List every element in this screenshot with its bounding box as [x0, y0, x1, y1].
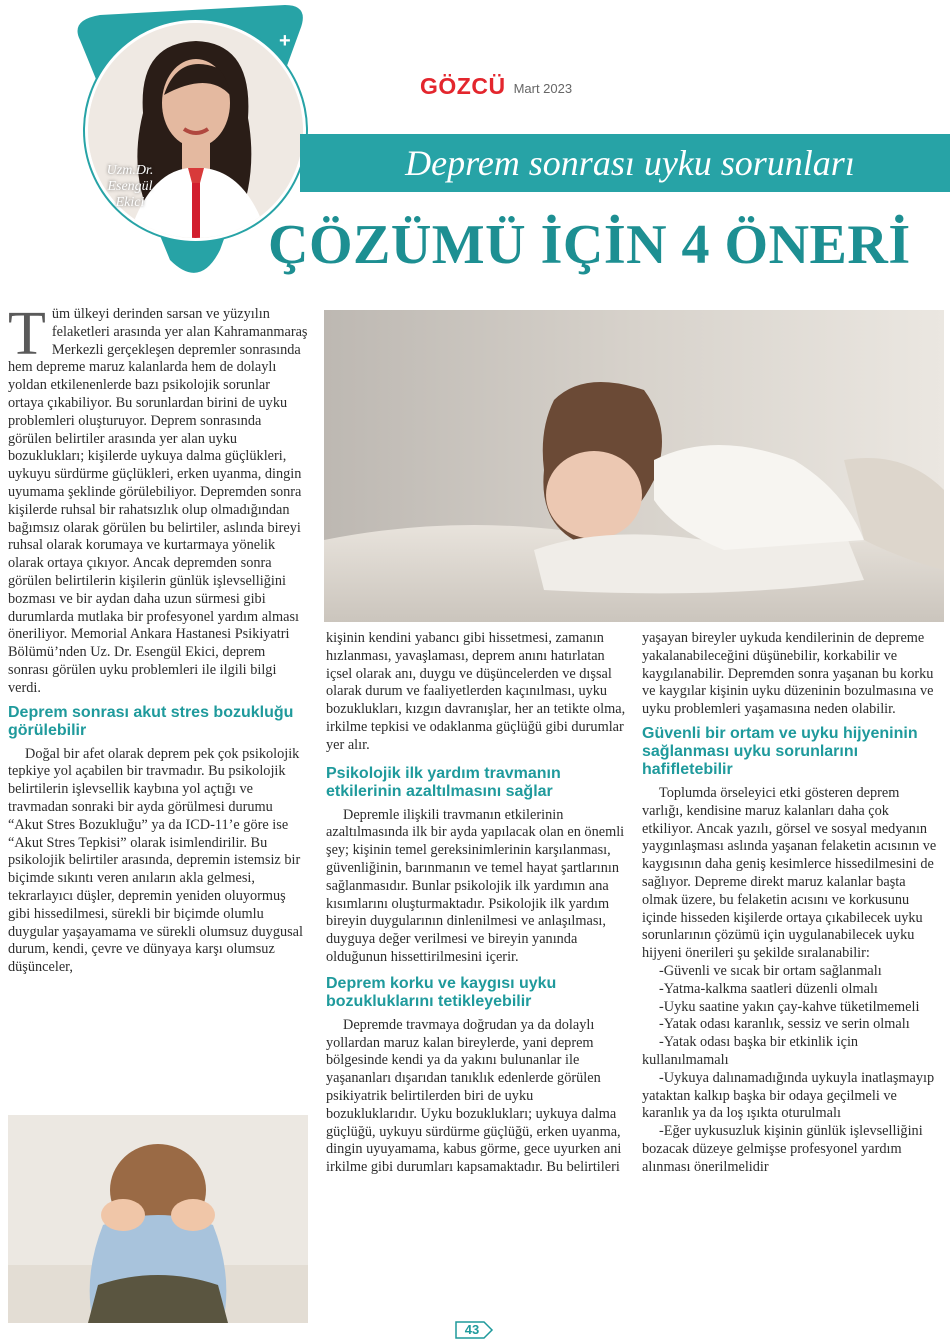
- tip-item: -Yatma-kalkma saatleri düzenli olmalı: [659, 980, 878, 997]
- section-heading-1: Deprem sonrası akut stres bozukluğu görülebilir: [8, 703, 294, 739]
- sad-child-photo: [8, 1115, 308, 1323]
- section-paragraph-4: Toplumda örseleyici etki gösteren deprem varlığı, kendisine maruz kalanları daha çok etkiliyor. Ancak yazılı, görsel ve sosyal medyanın yaygınlaşması aslında yaşanan felaketin acısının ve kaygısının daha geniş kesimlerce hissedilmesini de sağlıyor. Depreme direkt maruz kalanlar başta olmak üzere, bu felaketin acısını ve korkusunu içinde hisseden kişilerde ortaya çıkabilecek uyku sorunlarının çözümü için uygulanabilecek uyku hijyeni önerileri şu şekilde sıralanabilir:: [642, 784, 937, 962]
- article-title: ÇÖZÜMÜ İÇİN 4 ÖNERİ: [268, 214, 911, 276]
- author-lastname: Ekici: [115, 195, 145, 210]
- article-column-1: [8, 300, 308, 977]
- tip-item: -Uyku saatine yakın çay-kahve tüketilmemeli: [659, 998, 920, 1015]
- author-firstname: Esengül: [107, 179, 153, 194]
- sleeping-woman-photo: [324, 310, 944, 622]
- section-heading-2: Psikolojik ilk yardım travmanın etkilerinin azaltılmasını sağlar: [326, 764, 561, 800]
- article-column-3: [642, 630, 942, 1177]
- section-paragraph-3: Depremde travmaya doğrudan ya da dolaylı yollardan maruz kalan bireylerde, yani deprem bölgesinde kendi ya da yakını bulunanlar ile yaşananları dışarıdan tanıklık edenlerde görülen psikiyatrik belirtilerden biri de uyku bozukluklarıdır. Uyku bozuklukları; uykuya dalma güçlüğü, uykuyu sürdürme güçlüğü, erken uyanma, dingin uyuyamama, kabus görme, gece uyurken ani irkilme gibi durumları kapsamaktadır. Bu belirtileri: [326, 1016, 622, 1176]
- section-paragraph-1: Doğal bir afet olarak deprem pek çok psikolojik tepkiye yol açabilen bir travmadır. Bu psikolojik belirtilerin işlevsellik kaybına yol açtığı ve travmadan sonraki bir ayda görülmesi durumu “Akut Stres Bozukluğu” ya da ICD-11’e göre ise “Akut Stres Tepkisi” olarak isimlendirilir. Bu psikolojik belirtiler arasında, depremin istemsiz bir biçimde sıkıntı veren anıların akla gelmesi, tekrarlayıcı düşler, depremin yeniden oluyormuş gibi hissedilmesi, sürekli bir biçimde olumlu duygular yaşayamama ve sürekli olumsuz duygusal durum, kendi, çevre ve dünyaya karşı olumsuz düşünceler,: [8, 745, 303, 976]
- plus-icon: +: [279, 30, 291, 52]
- intro-paragraph: [8, 300, 308, 698]
- issue-date: Mart 2023: [513, 81, 573, 96]
- section-paragraph-1-continued: kişinin kendini yabancı gibi hissetmesi, zamanın hızlanması, yavaşlaması, deprem anını hatırlatan içsel olarak anı, duygu ve düşüncelerden ve dışsal olarak durum ve faaliyetlerden kaçınılması, uyku bozuklukları, kızgın davranışlar, her an tetikte olma, irkilme tepkisi ve odaklanma güçlüğü gibi durumlar yer alır.: [326, 630, 626, 753]
- tip-item: -Güvenli ve sıcak bir ortam sağlanmalı: [659, 962, 882, 979]
- tip-item: -Uykuya dalınamadığında uykuyla inatlaşmayıp yataktan kalkıp başka bir odaya geçilmeli ve karanlık ya da loş ışıkta oturulmalı: [642, 1069, 935, 1122]
- article-subtitle: Deprem sonrası uyku sorunları: [405, 143, 855, 183]
- section-paragraph-2: Depremle ilişkili travmanın etkilerinin azaltılmasında ilk bir ayda yapılacak olan en önemli şey; kişinin temel gereksinimlerinin karşılanması, güvenliğinin, barınmanın ve temel hayat şartlarının sağlanmasıdır. Bunlar psikolojik ilk yardımın ana kısımlarını oluşturmaktadır. Psikolojik ilk yardım bireyin duygularının dinlenilmesi ve anlaşılması, duyguya değer verilmesi ve bireyin yanında olduğunun hissettirilmesini içerir.: [326, 806, 625, 965]
- section-heading-4: Güvenli bir ortam ve uyku hijyeninin sağlanması uyku sorunlarını hafifletebilir: [642, 724, 918, 778]
- article-column-2: [326, 630, 626, 1177]
- tip-item: -Yatak odası karanlık, sessiz ve serin olmalı: [659, 1016, 910, 1033]
- drop-cap: T: [8, 300, 46, 368]
- page-number: 43: [464, 1322, 480, 1337]
- tip-item: -Yatak odası başka bir etkinlik için kullanılmamalı: [642, 1034, 859, 1068]
- brand-header: [420, 72, 572, 98]
- section-paragraph-3-continued: yaşayan bireyler uykuda kendilerinin de depreme yakalanabileceğini düşünebilir, korkabilir ve kaygılanabilir. Depremden sonra yaşanan bu korku ve kaygılar kişinin uyku düzeninin bozulmasına ve uyku problemleri yaşamasına neden olabilir.: [642, 630, 934, 718]
- section-heading-3: Deprem korku ve kaygısı uyku bozukluklarını tetikleyebilir: [326, 974, 557, 1010]
- author-title: Uzm.Dr.: [106, 163, 154, 178]
- tip-item: -Eğer uykusuzluk kişinin günlük işlevselliğini bozacak düzeye gelmişse profesyonel yardım alınması önerilmelidir: [642, 1123, 923, 1175]
- author-name: [90, 163, 170, 211]
- intro-text: üm ülkeyi derinden sarsan ve yüzyılın felaketleri arasında yer alan Kahramanmaraş Merkezli gerçekleşen depremler sonrasında hem depreme maruz kalanlarda hem de dolaylı yoldan etkilenenlerde bazı psikolojik sorunlar ortaya çıkabiliyor. Bu sorunlardan birini de uyku problemleri oluşturuyor. Deprem sonrasında görülen belirtiler arasında yer alan uyku bozuklukları; kişilerde uykuya dalma güçlükleri, uykuyu sürdürme güçlükleri, erken uyanma, dingin uyumama şeklinde görülebiliyor. Depremden sonra kişilerde ruhsal bir rahatsızlık olup olmadığından bağımsız olarak görülen bu belirtiler, aslında bireyi ruhsal olarak korumaya ve kurtarmaya yönelik olarak ortaya çıkıyor. Ancak depremden sonra görülen belirtilerin kişilerin günlük işlevselliğini bozması ve bir aydan daha uzun sürmesi gibi durumlarda mutlaka bir profesyonel yardım alması öneriliyor. Memorial Ankara Hastanesi Psikiyatri Bölümü’nden Uz. Dr. Esengül Ekici, deprem sonrası görülen uyku problemleri ile ilgili bilgi verdi.: [8, 306, 308, 696]
- brand-logo: GÖZCÜ: [420, 73, 506, 99]
